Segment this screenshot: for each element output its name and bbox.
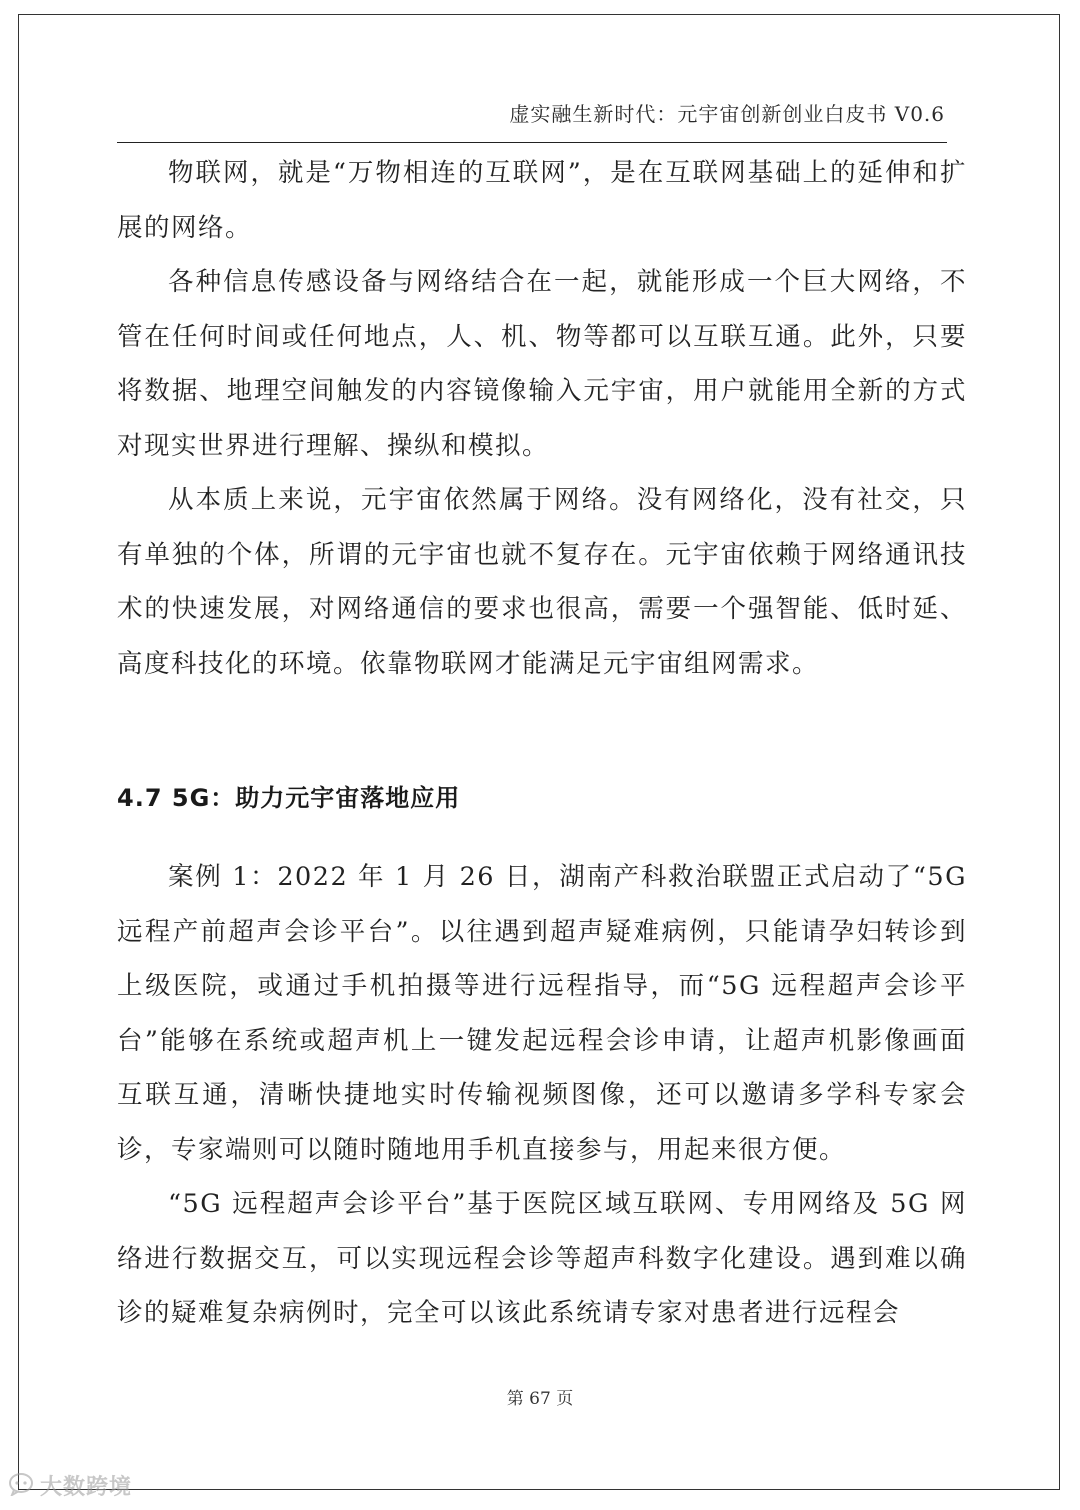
paragraph-case-1: 案例 1：2022 年 1 月 26 日，湖南产科救治联盟正式启动了“5G 远程产前超声会诊平台”。以往遇到超声疑难病例，只能请孕妇转诊到上级医院，或通过手机拍摄等进行远程指导，而“5G 远程超声会诊平台”能够在系统或超声机上一键发起远程会诊申请，让超声机影像画面互联互通，清晰快捷地实时传输视频图像，还可以邀请多学科专家会诊，专家端则可以随时随地用手机直接参与，用起来很方便。 (117, 862, 967, 1165)
paragraph-5g-platform: “5G 远程超声会诊平台”基于医院区域互联网、专用网络及 5G 网络进行数据交互，可以实现远程会诊等超声科数字化建设。遇到难以确诊的疑难复杂病例时，完全可以该此系统请专家对患者进行远程会 (117, 1189, 967, 1328)
watermark-text: 大数跨境 (40, 1475, 133, 1500)
header-divider (117, 142, 947, 143)
paragraph-iot-definition: 物联网，就是“万物相连的互联网”，是在互联网基础上的延伸和扩展的网络。 (117, 158, 967, 243)
body-section-iot (117, 146, 967, 691)
paragraph-metaverse-network: 从本质上来说，元宇宙依然属于网络。没有网络化，没有社交，只有单独的个体，所谓的元宇宙也就不复存在。元宇宙依赖于网络通讯技术的快速发展，对网络通信的要求也很高，需要一个强智能、低时延、高度科技化的环境。依靠物联网才能满足元宇宙组网需求。 (117, 485, 967, 679)
section-heading-5g: 4.7 5G：助力元宇宙落地应用 (117, 784, 461, 812)
page-number: 第 67 页 (506, 1389, 574, 1409)
chat-bubble-icon (8, 1472, 34, 1500)
watermark (8, 1470, 132, 1501)
document-header-title: 虚实融生新时代：元宇宙创新创业白皮书 V0.6 (509, 102, 945, 126)
body-section-5g (117, 850, 967, 1341)
paragraph-sensor-network: 各种信息传感设备与网络结合在一起，就能形成一个巨大网络，不管在任何时间或任何地点，人、机、物等都可以互联互通。此外，只要将数据、地理空间触发的内容镜像输入元宇宙，用户就能用全新的方式对现实世界进行理解、操纵和模拟。 (117, 267, 967, 461)
